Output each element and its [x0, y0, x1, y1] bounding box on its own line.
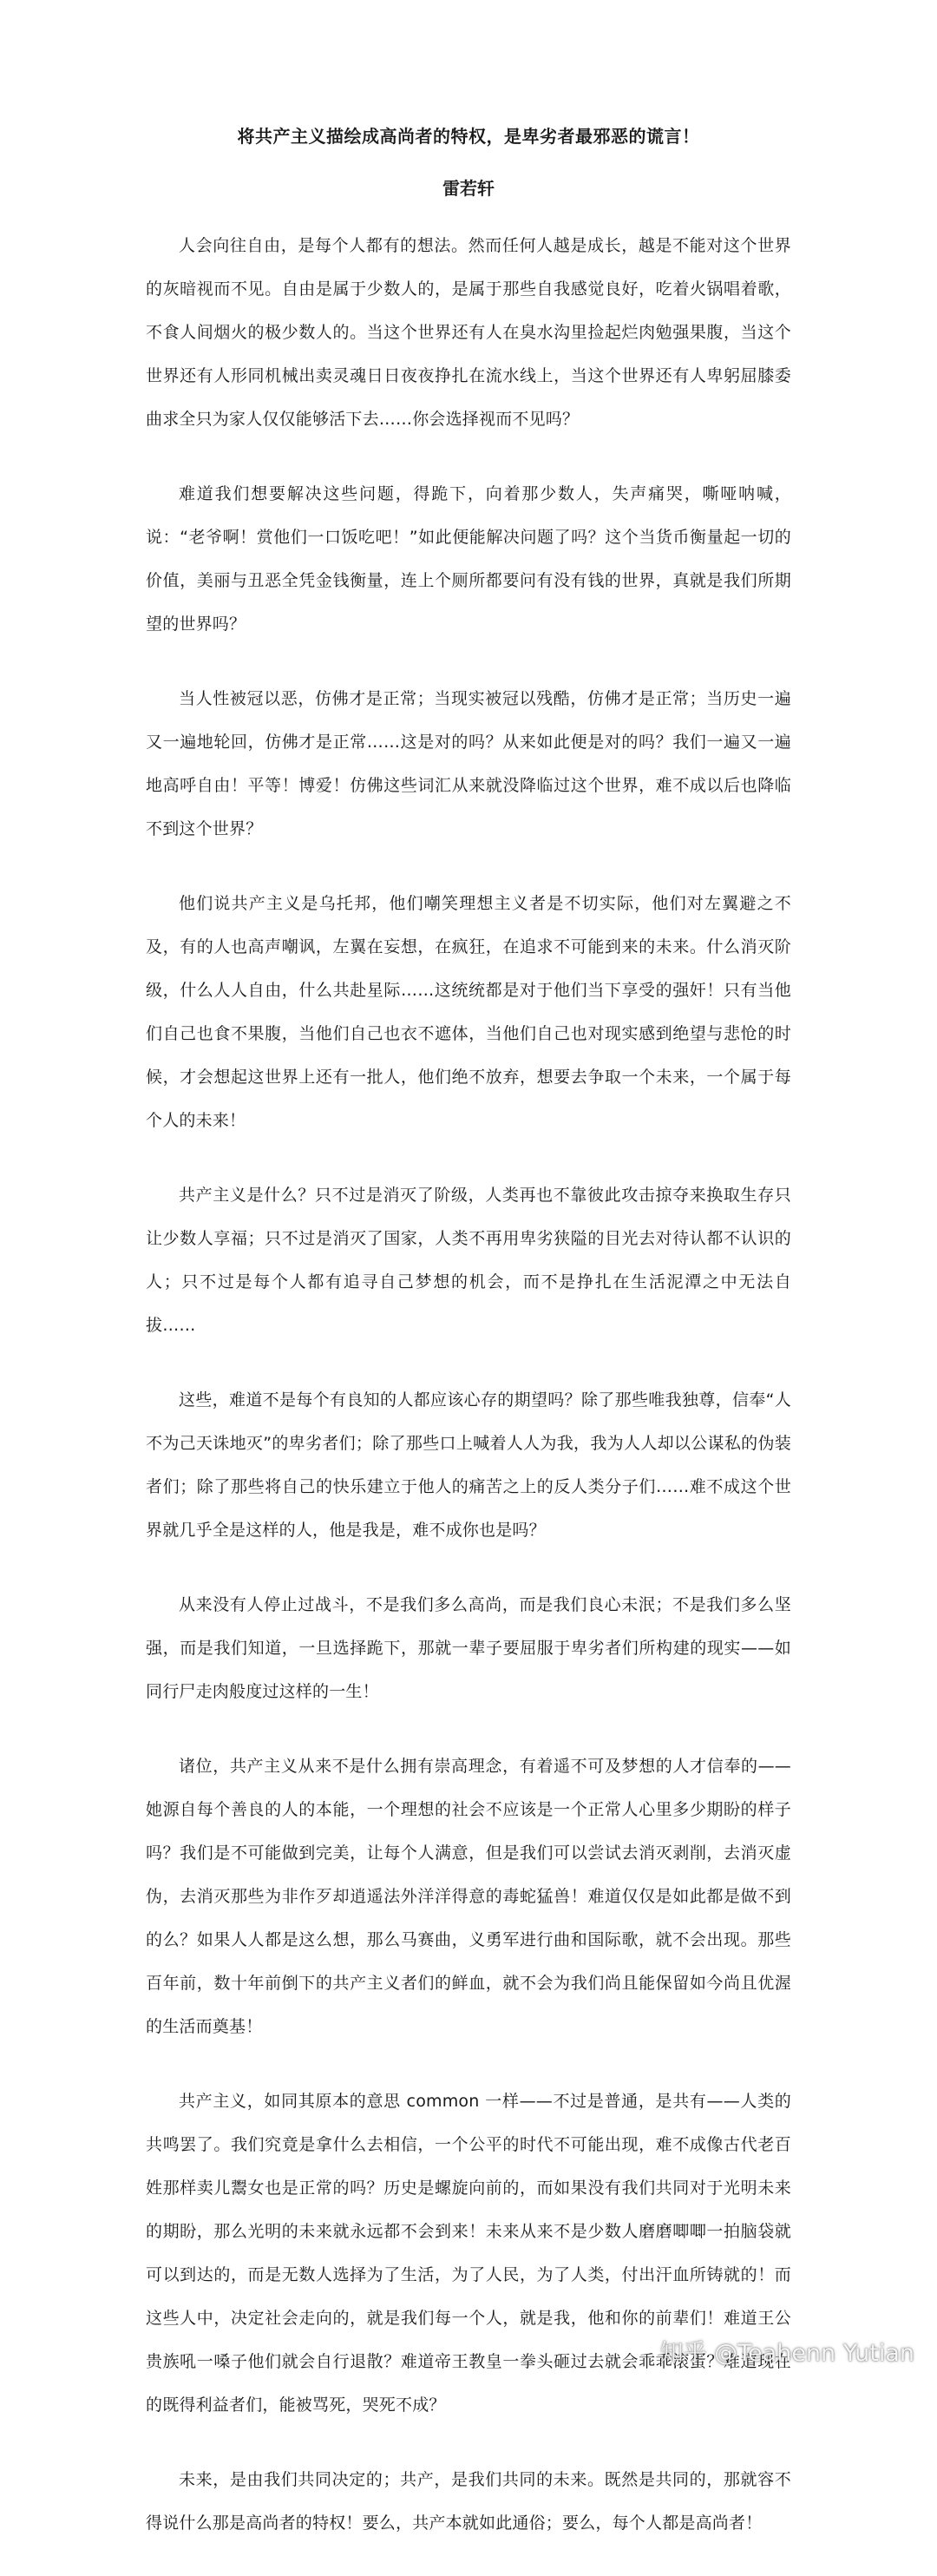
zhihu-watermark: 知乎 @Teahenn Yutian: [659, 2340, 914, 2367]
paragraph: 他们说共产主义是乌托邦，他们嘲笑理想主义者是不切实际，他们对左翼避之不及，有的人也高声嘲讽，左翼在妄想，在疯狂，在追求不可能到来的未来。什么消灭阶级，什么人人自由，什么共赴星际……这统统都是对于他们当下享受的强奸！只有当他们自己也食不果腹，当他们自己也衣不遮体，当他们自己也对现实感到绝望与悲怆的时候，才会想起这世界上还有一批人，他们绝不放弃，想要去争取一个未来，一个属于每个人的未来！: [146, 894, 791, 1130]
paragraph: 难道我们想要解决这些问题，得跪下，向着那少数人，失声痛哭，嘶哑呐喊，说：“老爷啊！赏他们一口饭吃吧！”如此便能解决问题了吗？这个当货币衡量起一切的价值，美丽与丑恶全凭金钱衡量，连上个厕所都要问有没有钱的世界，真就是我们所期望的世界吗？: [146, 484, 791, 634]
document-title: 将共产主义描绘成高尚者的特权，是卑劣者最邪恶的谎言！: [237, 126, 700, 147]
paragraph: 从来没有人停止过战斗，不是我们多么高尚，而是我们良心未泯；不是我们多么坚强，而是我们知道，一旦选择跪下，那就一辈子要屈服于卑劣者们所构建的现实——如同行尸走肉般度过这样的一生！: [146, 1595, 791, 1701]
paragraph: 共产主义是什么？只不过是消灭了阶级，人类再也不靠彼此攻击掠夺来换取生存只让少数人享福；只不过是消灭了国家，人类不再用卑劣狭隘的目光去对待认都不认识的人；只不过是每个人都有追寻自己梦想的机会，而不是挣扎在生活泥潭之中无法自拔……: [146, 1186, 791, 1335]
paragraph: 这些，难道不是每个有良知的人都应该心存的期望吗？除了那些唯我独尊，信奉“人不为己天诛地灭”的卑劣者们；除了那些口上喊着人人为我，我为人人却以公谋私的伪装者们；除了那些将自己的快乐建立于他人的痛苦之上的反人类分子们……难不成这个世界就几乎全是这样的人，他是我是，难不成你也是吗？: [146, 1390, 791, 1540]
paragraph: 人会向往自由，是每个人都有的想法。然而任何人越是成长，越是不能对这个世界的灰暗视而不见。自由是属于少数人的，是属于那些自我感觉良好，吃着火锅唱着歌，不食人间烟火的极少数人的。当这个世界还有人在臭水沟里捡起烂肉勉强果腹，当这个世界还有人形同机械出卖灵魂日日夜夜挣扎在流水线上，当这个世界还有人卑躬屈膝委曲求全只为家人仅仅能够活下去……你会选择视而不见吗？: [146, 236, 791, 429]
author-name: 雷若轩: [442, 178, 495, 199]
article-body: [146, 224, 791, 2576]
paragraph: 未来，是由我们共同决定的；共产，是我们共同的未来。既然是共同的，那就容不得说什么那是高尚者的特权！要么，共产本就如此通俗；要么，每个人都是高尚者！: [146, 2470, 791, 2533]
paragraph: 共产主义，如同其原本的意思 common 一样——不过是普通，是共有——人类的共鸣罢了。我们究竟是拿什么去相信，一个公平的时代不可能出现，难不成像古代老百姓那样卖儿鬻女也是正常的吗？历史是螺旋向前的，而如果没有我们共同对于光明未来的期盼，那么光明的未来就永远都不会到来！未来从来不是少数人磨磨唧唧一拍脑袋就可以到达的，而是无数人选择为了生活，为了人民，为了人类，付出汗血所铸就的！而这些人中，决定社会走向的，就是我们每一个人，就是我，他和你的前辈们！难道王公贵族吼一嗓子他们就会自行退散？难道帝王教皇一拳头砸过去就会乖乖滚蛋？难道现在的既得利益者们，能被骂死，哭死不成？: [146, 2092, 791, 2415]
paragraph: 当人性被冠以恶，仿佛才是正常；当现实被冠以残酷，仿佛才是正常；当历史一遍又一遍地轮回，仿佛才是正常……这是对的吗？从来如此便是对的吗？我们一遍又一遍地高呼自由！平等！博爱！仿佛这些词汇从来就没降临过这个世界，难不成以后也降临不到这个世界？: [146, 689, 791, 838]
paragraph: 诸位，共产主义从来不是什么拥有崇高理念，有着遥不可及梦想的人才信奉的——她源自每个善良的人的本能，一个理想的社会不应该是一个正常人心里多少期盼的样子吗？我们是不可能做到完美，让每个人满意，但是我们可以尝试去消灭剥削，去消灭虚伪，去消灭那些为非作歹却逍遥法外洋洋得意的毒蛇猛兽！难道仅仅是如此都是做不到的么？如果人人都是这么想，那么马赛曲，义勇军进行曲和国际歌，就不会出现。那些百年前，数十年前倒下的共产主义者们的鲜血，就不会为我们尚且能保留如今尚且优渥的生活而奠基！: [146, 1757, 791, 2036]
